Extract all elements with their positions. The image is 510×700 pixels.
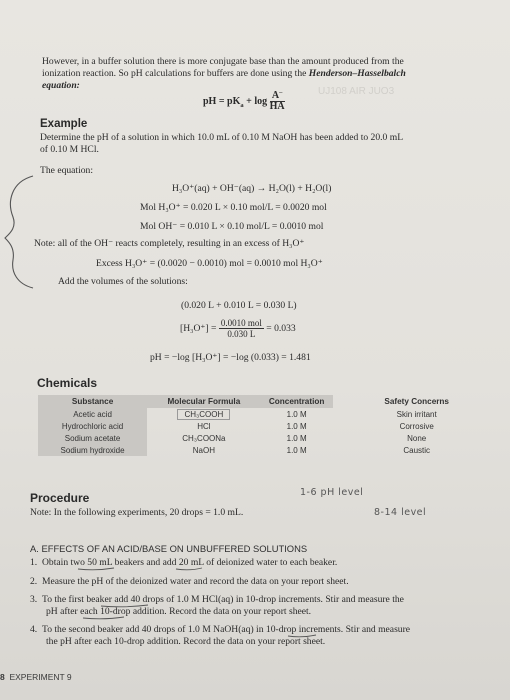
equation-name: Henderson–Hasselbalch	[308, 68, 406, 79]
handwritten-note-1: 1-6 pH level	[300, 487, 364, 498]
equation-label: The equation:	[40, 165, 94, 176]
cell-safety: None	[407, 433, 427, 443]
header-formula: Molecular Formula	[147, 395, 261, 408]
footer	[0, 672, 72, 682]
add-volumes: Add the volumes of the solutions:	[58, 276, 188, 287]
cell-concentration: 1.0 M	[286, 433, 307, 443]
reaction-equation: H₃O⁺(aq) + OH⁻(aq) → H₂O(l) + H₂O(l)	[172, 183, 332, 194]
cell-safety: Corrosive	[399, 421, 434, 431]
cell-concentration: 1.0 M	[286, 445, 307, 455]
cell-substance: Sodium hydroxide	[38, 444, 147, 456]
concentration-line: [H₃O⁺] = 0.0010 mol 0.030 L = 0.033	[180, 318, 296, 339]
cell-safety: Caustic	[403, 445, 431, 455]
step-3: 3. To the first beaker add 40 drops of 1.0 M HCl(aq) in 10-drop increments. Stir and measure the	[30, 594, 404, 605]
excess-line: Excess H₃O⁺ = (0.0020 − 0.0010) mol = 0.0010 mol H₃O⁺	[96, 258, 323, 269]
intro-line-1: However, in a buffer solution there is more conjugate base than the amount produced from the	[42, 56, 404, 67]
intro-line-2: ionization reaction. So pH calculations for buffers are done using the Henderson–Hasselbalch	[42, 68, 406, 79]
ph-line: pH = −log [H₃O⁺] = −log (0.033) = 1.481	[150, 352, 311, 363]
header-concentration: Concentration	[261, 395, 333, 408]
cell-safety: Skin irritant	[396, 409, 437, 419]
section-a-heading: A. EFFECTS OF AN ACID/BASE ON UNBUFFERED SOLUTIONS	[30, 543, 308, 554]
step-2: 2. Measure the pH of the deionized water and record the data on your report sheet.	[30, 576, 349, 587]
step-1: 1. Obtain two 50 mL beakers and add 20 mL of deionized water to each beaker.	[30, 557, 338, 568]
volume-sum: (0.020 L + 0.010 L = 0.030 L)	[181, 300, 297, 311]
example-problem-1: Determine the pH of a solution in which 10.0 mL of 0.10 M NaOH has been added to 20.0 mL	[40, 132, 404, 143]
cell-substance: Hydrochloric acid	[38, 420, 147, 432]
step-3-cont: pH after each 10-drop addition. Record the data on your report sheet.	[46, 606, 312, 617]
hh-formula: pH = $pK_a + \log$ $\frac{A^-}{HA}$	[203, 88, 285, 112]
cell-formula: CH₃COOH	[177, 409, 230, 420]
step-4-cont: the pH after each 10-drop addition. Record the data on your report sheet.	[46, 636, 326, 647]
example-heading: Example	[40, 118, 88, 130]
procedure-heading: Procedure	[30, 491, 90, 505]
cell-formula: CH₃COONa	[182, 433, 226, 443]
mol-oh: Mol OH⁻ = 0.010 L × 0.10 mol/L = 0.0010 mol	[140, 221, 324, 232]
step-4: 4. To the second beaker add 40 drops of 1.0 M NaOH(aq) in 10-drop increments. Stir and measure	[30, 624, 411, 635]
cell-concentration: 1.0 M	[286, 421, 307, 431]
cell-substance: Acetic acid	[38, 408, 147, 420]
header-safety: Safety Concerns	[384, 397, 449, 406]
cell-concentration: 1.0 M	[286, 409, 307, 419]
procedure-note: Note: In the following experiments, 20 drops = 1.0 mL.	[30, 507, 244, 518]
watermark-text: UJ108 AIR JUO3	[318, 86, 395, 97]
cell-formula: NaOH	[192, 445, 215, 455]
chemicals-heading: Chemicals	[37, 376, 98, 390]
note-line: Note: all of the OH⁻ reacts completely, resulting in an excess of H₃O⁺	[34, 238, 305, 249]
cell-formula: HCl	[197, 421, 211, 431]
intro-line-3: equation:	[42, 80, 80, 91]
example-problem-2: of 0.10 M HCl.	[40, 144, 99, 155]
header-substance: Substance	[38, 395, 147, 408]
footer-label: EXPERIMENT 9	[9, 672, 72, 682]
handwritten-note-2: 8-14 level	[374, 507, 427, 518]
cell-substance: Sodium acetate	[38, 432, 147, 444]
mol-h3o: Mol H₃O⁺ = 0.020 L × 0.10 mol/L = 0.0020 mol	[140, 202, 327, 213]
page-number: 8	[0, 672, 5, 682]
